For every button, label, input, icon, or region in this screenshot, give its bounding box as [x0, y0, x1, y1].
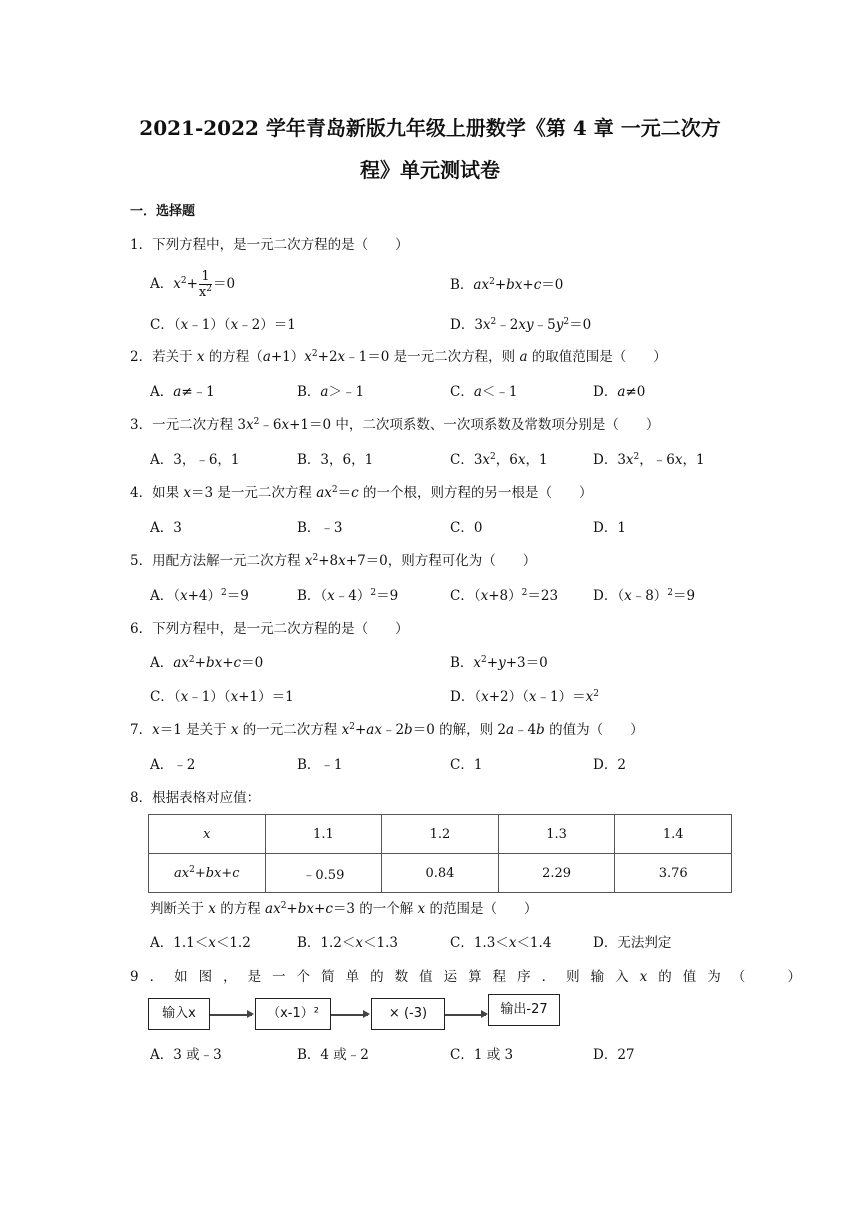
flow-arrow: [210, 1014, 252, 1016]
q1-option-d: D．$3x^2﹣2xy﹣5y^2=0$: [450, 317, 592, 333]
q9-option-a: A．3 或﹣3: [150, 1047, 222, 1063]
q6-option-c: C．（x﹣1）（x+1）＝1: [150, 689, 294, 705]
question-7: 7．x＝1 是关于 x 的一元二次方程 $x^2+ax﹣2b=0$ 的解，则 2a﹣4b 的值为（ ）: [130, 722, 644, 738]
page-title-line-1: 2021-2022 学年青岛新版九年级上册数学《第 4 章 一元二次方: [139, 116, 721, 140]
table-cell: x: [149, 815, 266, 854]
q7-option-c: C．1: [450, 757, 483, 773]
question-1: 1．下列方程中，是一元二次方程的是（ ）: [130, 237, 409, 253]
flow-arrow: [331, 1014, 368, 1016]
q7-option-d: D．2: [593, 757, 626, 773]
question-4: 4．如果 x＝3 是一元二次方程 $ax^2=c$ 的一个根，则方程的另一根是（ ）: [130, 485, 593, 501]
q8-option-c: C．1.3＜x＜1.4: [450, 935, 552, 951]
q1-option-b: B．$ax^2+bx+c=0$: [450, 277, 564, 293]
table-cell: 3.76: [615, 854, 732, 893]
question-5: 5．用配方法解一元二次方程 $x^2+8x+7=0$，则方程可化为（ ）: [130, 553, 537, 569]
q7-option-a: A．﹣2: [150, 757, 196, 773]
q4-option-d: D．1: [593, 520, 626, 536]
table-cell: 1.1: [265, 815, 382, 854]
question-8: 8．根据表格对应值：: [130, 790, 261, 806]
flow-input-box: 输入x: [148, 998, 210, 1030]
q6-option-a: A．$ax^2+bx+c=0$: [150, 655, 264, 671]
q4-option-b: B．﹣3: [297, 520, 343, 536]
values-table: [148, 814, 732, 893]
table-row: [149, 854, 732, 893]
table-row: [149, 815, 732, 854]
q7-option-b: B．﹣1: [297, 757, 343, 773]
q3-option-a: A．3，﹣6，1: [150, 452, 240, 468]
q2-option-d: D．a≠0: [593, 384, 646, 400]
question-3: 3．一元二次方程 $3x^2﹣6x+1=0$ 中，二次项系数、一次项系数及常数项分别是（ ）: [130, 417, 660, 433]
q3-option-c: C．$3x^2$，6x，1: [450, 452, 548, 468]
q9-option-b: B．4 或﹣2: [297, 1047, 369, 1063]
q8-prompt: 判断关于 x 的方程 $ax^2+bx+c=3$ 的一个解 x 的范围是（ ）: [150, 901, 538, 917]
q5-option-b: B．（x﹣4）$^2$＝9: [297, 588, 399, 604]
flow-square-box: （x-1）²: [255, 998, 331, 1030]
q9-option-c: C．1 或 3: [450, 1047, 514, 1063]
q6-option-d: D．$(x+2)(x﹣1)=x^2$: [450, 689, 599, 705]
q5-option-d: D．（x﹣8）$^2$＝9: [593, 588, 696, 604]
q9-option-d: D．27: [593, 1047, 635, 1063]
q8-option-d: D．无法判定: [593, 935, 672, 951]
q1-option-c: C．（x﹣1）（x﹣2）＝1: [150, 317, 296, 333]
flow-output-box: 输出-27: [488, 994, 560, 1026]
table-cell: 0.84: [382, 854, 499, 893]
q5-option-a: A．$(x+4)^2=9$: [150, 588, 249, 604]
q3-option-d: D．$3x^2$，﹣6x，1: [593, 452, 705, 468]
flow-arrow: [445, 1014, 486, 1016]
section-heading: 一．选择题: [130, 204, 196, 219]
q4-option-c: C．0: [450, 520, 483, 536]
q4-option-a: A．3: [150, 520, 182, 536]
table-cell: 1.3: [498, 815, 615, 854]
question-6: 6．下列方程中，是一元二次方程的是（ ）: [130, 621, 409, 637]
table-cell: 1.4: [615, 815, 732, 854]
flow-multiply-box: × (-3): [371, 998, 445, 1030]
q2-option-c: C．a＜﹣1: [450, 384, 518, 400]
question-2: 2．若关于 x 的方程$(a+1)x^2+2x﹣1=0$ 是一元二次方程，则 a 的取值范围是（ ）: [130, 349, 667, 365]
q6-option-b: B．$x^2+y+3=0$: [450, 655, 548, 671]
q2-option-b: B．a＞﹣1: [297, 384, 365, 400]
question-9: 9．如图，是一个简单的数值运算程序．则输入x的值为（ ）: [130, 969, 802, 985]
q3-option-b: B．3，6，1: [297, 452, 374, 468]
table-cell: 2.29: [498, 854, 615, 893]
q8-option-a: A．1.1＜x＜1.2: [150, 935, 251, 951]
table-cell: 1.2: [382, 815, 499, 854]
table-cell: $ax^2+bx+c$: [149, 854, 266, 893]
q8-option-b: B．1.2＜x＜1.3: [297, 935, 398, 951]
fraction: $\frac{1}{x^2}$: [198, 269, 212, 300]
q2-option-a: A．a≠﹣1: [150, 384, 215, 400]
q5-option-c: C．$(x+8)^2=23$: [450, 588, 559, 604]
table-cell: ﹣0.59: [265, 854, 382, 893]
page-title-line-2: 程》单元测试卷: [360, 158, 500, 182]
q1-option-a: A．$x^2+$ $\frac{1}{x^2}$ ＝0: [150, 269, 236, 300]
